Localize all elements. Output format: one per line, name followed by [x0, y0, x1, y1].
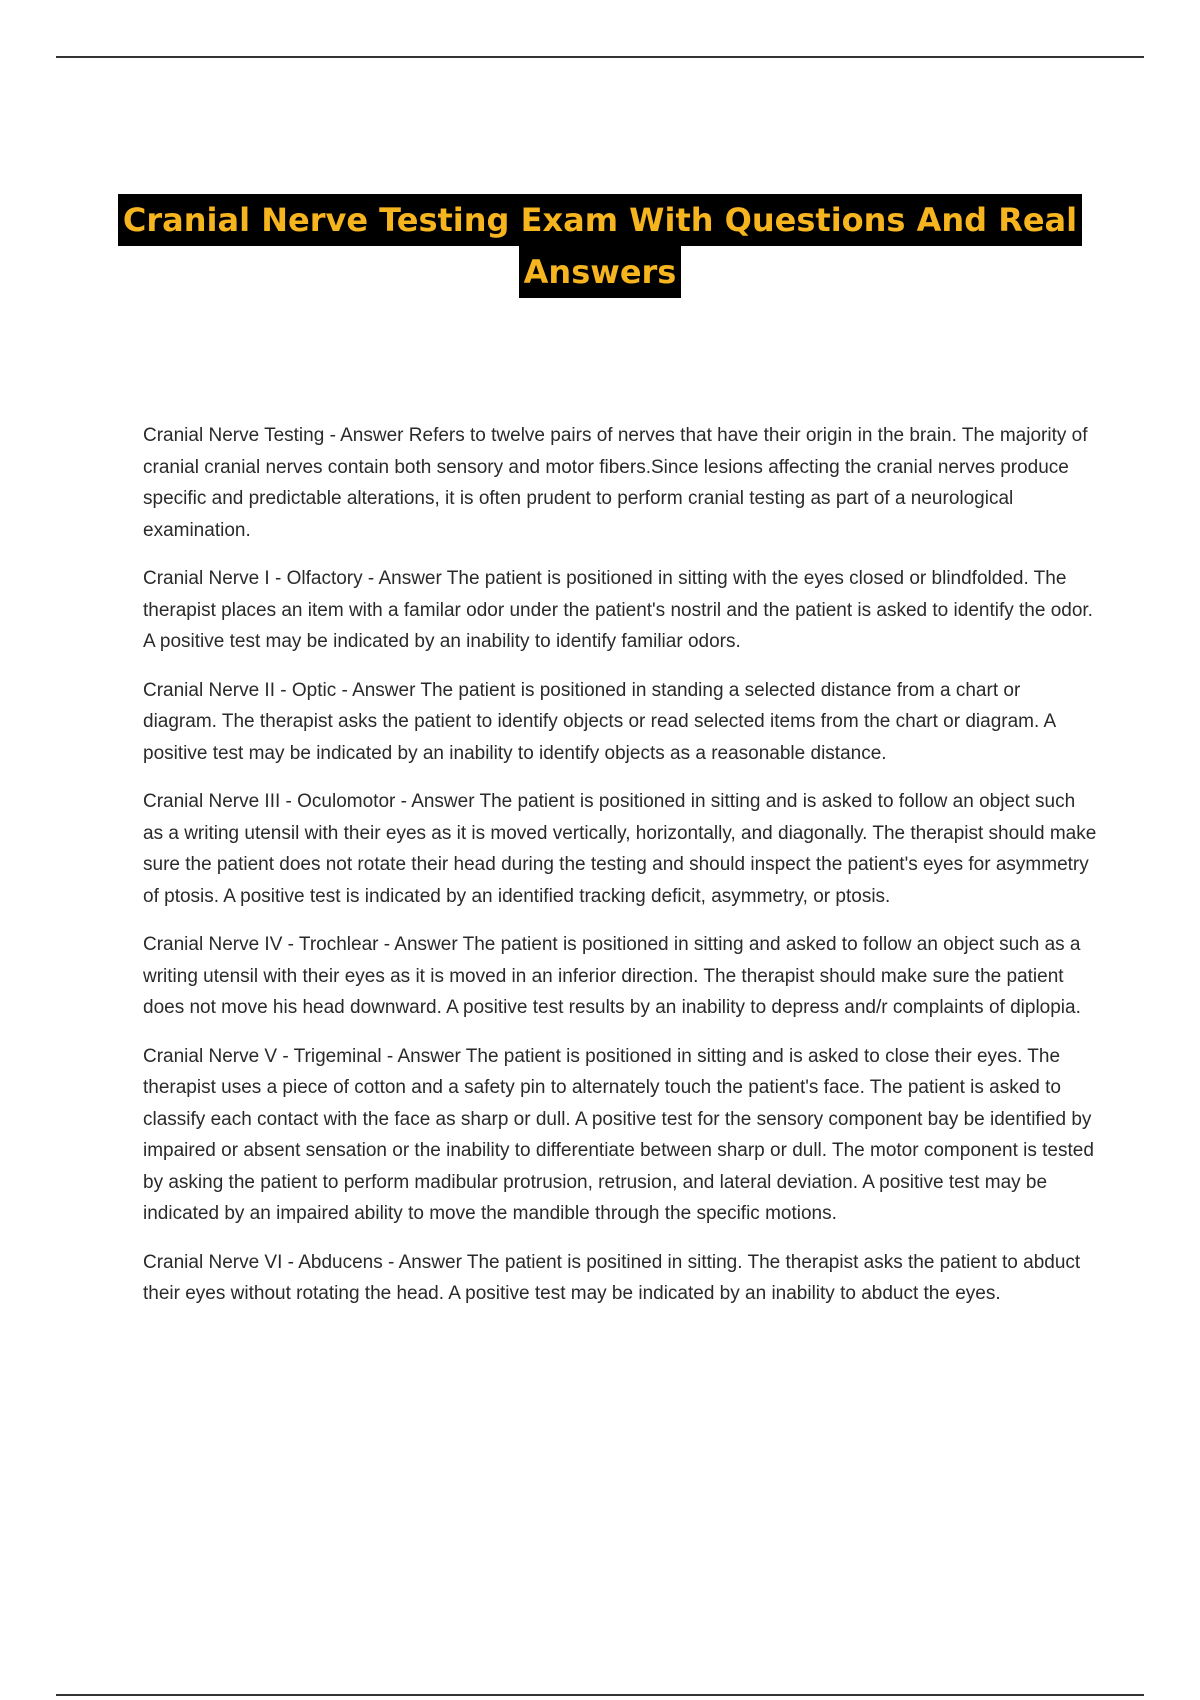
document-title [60, 194, 1140, 298]
document-body [143, 420, 1098, 1327]
qa-answer: The patient is positioned in standing a selected distance from a chart or diagram. The therapist asks the patient to identify objects or read selected items from the chart or diagram. A positive test may be indicated by an inability to identify objects as a reasonable distance. [143, 679, 1056, 764]
qa-item [143, 786, 1098, 912]
qa-answer: The patient is positioned in sitting and asked to follow an object such as a writing utensil with their eyes as it is moved in an inferior direction. The therapist should make sure the patient does not move his head downward. A positive test results by an inability to depress and/r complaints of diplopia. [143, 934, 1081, 1018]
qa-answer: The patient is positioned in sitting and is asked to close their eyes. The therapist uses a piece of cotton and a safety pin to alternately touch the patient's face. The patient is asked to classify each contact with the face as sharp or dull. A positive test for the sensory component bay be identified by impaired or absent sensation or the inability to differentiate between sharp or dull. The motor component is tested by asking the patient to perform madibular protrusion, retrusion, and lateral deviation. A positive test may be indicated by an impaired ability to move the mandible through the specific motions. [143, 1045, 1094, 1224]
qa-answer-label: - Answer [324, 425, 409, 446]
qa-question: Cranial Nerve IV - Trochlear [143, 934, 379, 955]
qa-question: Cranial Nerve Testing [143, 425, 325, 446]
qa-question: Cranial Nerve I - Olfactory [143, 568, 363, 589]
qa-answer: Refers to twelve pairs of nerves that have their origin in the brain. The majority of cranial cranial nerves contain both sensory and motor fibers.Since lesions affecting the cranial nerves produce specific and predictable alterations, it is often prudent to perform cranial testing as part of a neurological examination. [143, 425, 1088, 541]
qa-item [143, 1041, 1098, 1230]
qa-question: Cranial Nerve V - Trigeminal [143, 1045, 382, 1067]
qa-item [143, 420, 1098, 546]
qa-answer-label: - Answer [362, 568, 447, 589]
qa-answer: The patient is positined in sitting. The therapist asks the patient to abduct their eyes without rotating the head. A positive test may be indicated by an inability to abduct the eyes. [143, 1251, 1081, 1304]
qa-item [143, 929, 1098, 1024]
qa-item [143, 563, 1098, 658]
qa-item [143, 675, 1098, 770]
qa-answer-label: - Answer [395, 791, 480, 812]
title-line-2 [519, 246, 682, 298]
qa-answer-label: - Answer [382, 1251, 467, 1273]
qa-answer-label: - Answer [378, 934, 463, 955]
top-rule [56, 56, 1144, 58]
title-text-1: Cranial Nerve Testing Exam With Questions And Real [122, 201, 1078, 239]
qa-answer: The patient is positioned in sitting and is asked to follow an object such as a writing utensil with their eyes as it is moved vertically, horizontally, and diagonally. The therapist should make sure the patient does not rotate their head during the testing and should inspect the patient's eyes for asymmetry of ptosis. A positive test is indicated by an identified tracking deficit, asymmetry, or ptosis. [143, 791, 1097, 907]
qa-question: Cranial Nerve VI - Abducens [143, 1251, 383, 1273]
qa-question: Cranial Nerve II - Optic [143, 679, 337, 701]
qa-answer-label: - Answer [336, 679, 421, 701]
title-line-1 [118, 194, 1082, 246]
title-text-2: Answers [523, 253, 677, 291]
qa-question: Cranial Nerve III - Oculomotor [143, 791, 396, 812]
qa-answer: The patient is positioned in sitting with the eyes closed or blindfolded. The therapist places an item with a familar odor under the patient's nostril and the patient is asked to identify the odor. A positive test may be indicated by an inability to identify familiar odors. [143, 568, 1093, 652]
bottom-rule [56, 1694, 1144, 1696]
qa-item [143, 1247, 1098, 1310]
qa-answer-label: - Answer [381, 1045, 466, 1067]
